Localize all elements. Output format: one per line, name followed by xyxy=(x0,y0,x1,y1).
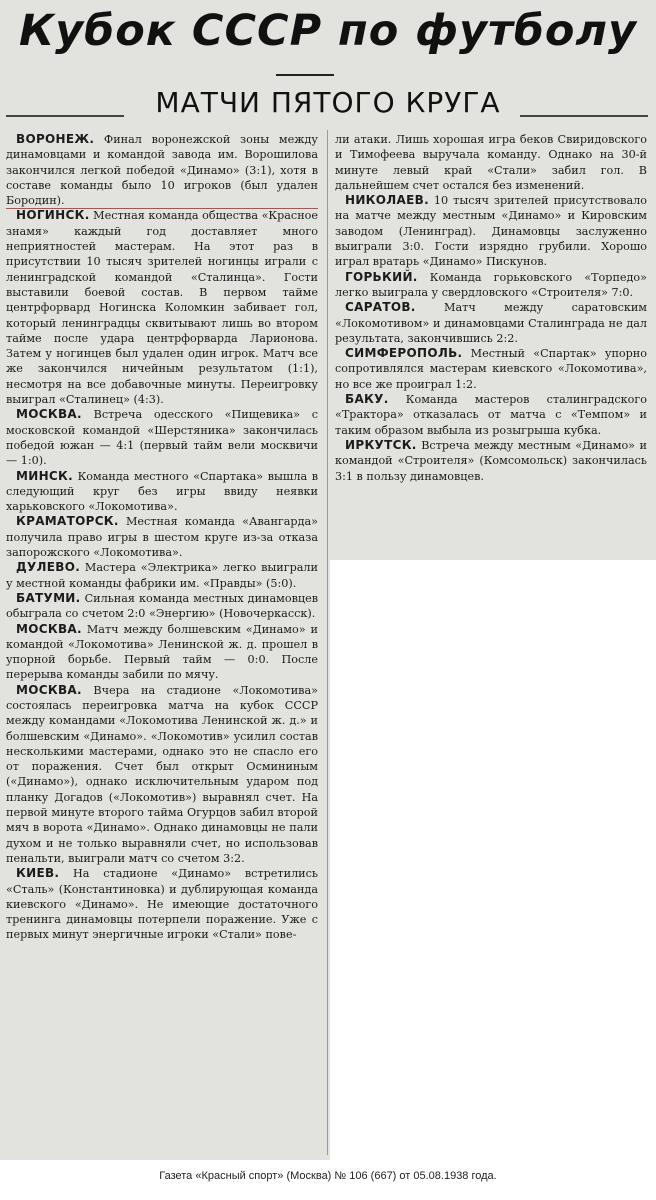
news-item xyxy=(335,346,647,392)
news-item xyxy=(6,591,318,622)
news-text: Финал воронежской зоны между динамовцами и командой завода им. Ворошилова закончился легкой победой «Динамо» (3:1), хотя в составе команды было 10 игроков (был удален Бородин). xyxy=(6,133,318,208)
news-text: Местный «Спартак» упорно сопротивлялся мастерам киевского «Локомотива», но все же проиграл 1:2. xyxy=(335,347,647,391)
news-item xyxy=(6,469,318,515)
news-text: Матч между саратовским «Локомотивом» и динамовцами Сталинграда не дал результата, закончившись 2:2. xyxy=(335,301,647,345)
city-dateline: НОГИНСК. xyxy=(16,208,90,223)
continued-paragraph xyxy=(335,132,647,193)
subheadline-rule-left xyxy=(6,115,124,117)
news-item xyxy=(6,622,318,683)
news-text: Команда горьковского «Торпедо» легко выиграла у свердловского «Строителя» 7:0. xyxy=(335,270,648,299)
news-text: На стадионе «Динамо» встретились «Сталь» (Константиновка) и дублирующая команда киевского «Динамо». Не имеющие достаточного тренинга динамовцы потерпели поражение. Уже с первых минут энергичные игроки «Стали» пове- xyxy=(6,867,318,942)
city-dateline: ДУЛЕВО. xyxy=(16,560,81,575)
city-dateline: БАКУ. xyxy=(345,392,389,407)
news-item xyxy=(335,392,647,438)
news-text: Матч между болшевским «Динамо» и командой «Локомотива» Ленинской ж. д. прошел в упорной борьбе. Первый тайм — 0:0. После перерыва команды забили по мячу. xyxy=(6,622,318,682)
news-item xyxy=(335,438,647,484)
continued-text: ли атаки. Лишь хорошая игра беков Свиридовского и Тимофеева выручала команду. Однако на 30-й минуте левый край «Стали» забил гол. В дальнейшем счет остался без изменений. xyxy=(335,133,647,192)
city-dateline: ИРКУТСК. xyxy=(345,437,417,452)
city-dateline: МОСКВА. xyxy=(16,407,82,422)
headline-rule xyxy=(276,74,334,76)
news-text: Команда местного «Спартака» вышла в следующий круг без игры ввиду неявки харьковского «Локомотива». xyxy=(6,469,318,514)
subheadline-rule-right xyxy=(520,115,648,117)
city-dateline: МОСКВА. xyxy=(16,682,82,697)
column-divider xyxy=(327,130,328,1155)
news-text: Мастера «Электрика» легко выиграли у местной команды фабрики им. «Правды» (5:0). xyxy=(6,561,318,590)
news-item xyxy=(6,208,318,407)
city-dateline: КИЕВ. xyxy=(16,866,60,881)
news-item xyxy=(6,866,318,942)
news-text: Вчера на стадионе «Локомотива» состоялась переигровка матча на кубок СССР между командами «Локомотива Ленинской ж. д.» и болшевским «Динамо». «Локомотив» усилил состав несколькими мастерами, однако это не спасло его от поражения. Счет был открыт Осмининым («Динамо»), однако исключительным ударом под планку Догадов («Локомотив») выравнял счет. На первой минуте второго тайма Огурцов забил второй мяч в ворота «Динамо». Однако динамовцы не пали духом и не только выравняли счет, но использовав пенальти, выиграли матч со счетом 3:2. xyxy=(6,683,318,865)
news-text: Команда мастеров сталинградского «Трактора» отказалась от матча с «Темпом» и таким образом выбыла из розыгрыша кубка. xyxy=(335,393,647,437)
city-dateline: ГОРЬКИЙ. xyxy=(345,269,418,284)
city-dateline: ВОРОНЕЖ. xyxy=(16,132,95,146)
subheadline: МАТЧИ ПЯТОГО КРУГА xyxy=(155,86,501,119)
news-item xyxy=(6,683,318,867)
news-text: 10 тысяч зрителей присутствовало на матче между местным «Динамо» и Кировским заводом (Ленинград). Динамовцы заслуженно выиграли 3:0. Гости изрядно грубили. Хорошо играл вратарь «Динамо» Пискунов. xyxy=(335,194,647,269)
news-item xyxy=(6,132,318,208)
news-text: Встреча между местным «Динамо» и командой «Строителя» (Комсомольск) закончилась 3:1 в пользу динамовцев. xyxy=(335,438,648,483)
news-text: Местная команда «Авангарда» получила право игры в шестом круге из-за отказа запорожского «Локомотива». xyxy=(6,515,318,560)
right-column xyxy=(335,132,647,484)
city-dateline: МОСКВА. xyxy=(16,621,82,636)
source-caption: Газета «Красный спорт» (Москва) № 106 (667) от 05.08.1938 года. xyxy=(159,1170,497,1182)
news-item xyxy=(335,270,647,301)
headline: Кубок СССР по футболу xyxy=(19,6,637,56)
news-text: Местная команда общества «Красное знамя» каждый год доставляет много неприятностей мастерам. На этот раз в присутствии 10 тысяч зрителей ногинцы играли с ленинградской командой «Сталинца». Гости выставили боевой состав. В первом тайме центрфорвард Ногинска Коломкин забивает гол, который ленинградцы сквитывают лишь во втором тайме после удара центрфорварда Ларионова. Затем у ногинцев был удален один игрок. Матч все же закончился ничейным результатом (1:1), несмотря на все добавочные минуты. Переигровку выиграл «Сталинец» (4:3). xyxy=(6,209,319,407)
news-text: Встреча одесского «Пищевика» с московской командой «Шерстяника» закончилась победой южан — 4:1 (первый тайм вели москвичи — 1:0). xyxy=(6,408,318,468)
city-dateline: НИКОЛАЕВ. xyxy=(345,193,429,208)
city-dateline: САРАТОВ. xyxy=(345,300,416,315)
news-text: Сильная команда местных динамовцев обыграла со счетом 2:0 «Энергию» (Новочеркасск). xyxy=(6,591,319,621)
news-item xyxy=(6,407,318,468)
city-dateline: МИНСК. xyxy=(16,468,74,483)
city-dateline: БАТУМИ. xyxy=(16,590,81,605)
city-dateline: СИМФЕРОПОЛЬ. xyxy=(345,346,463,361)
news-item xyxy=(335,300,647,346)
news-item xyxy=(335,193,647,269)
masthead xyxy=(0,0,656,126)
news-item xyxy=(6,514,318,560)
news-item xyxy=(6,560,318,591)
left-column xyxy=(6,132,318,943)
city-dateline: КРАМАТОРСК. xyxy=(16,514,119,529)
